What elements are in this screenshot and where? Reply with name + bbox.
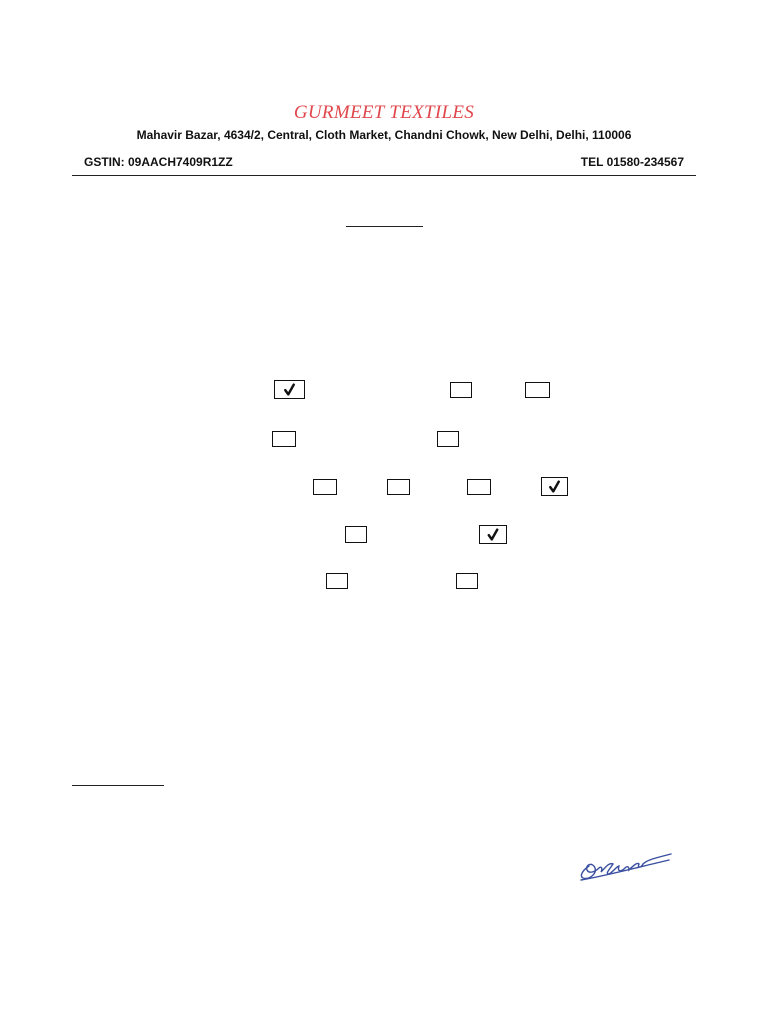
check-icon xyxy=(480,526,506,543)
checkbox-row5-a[interactable] xyxy=(326,573,348,589)
header-divider xyxy=(72,175,696,176)
checkbox-row2-b[interactable] xyxy=(437,431,459,447)
checkbox-row3-b[interactable] xyxy=(387,479,410,495)
checkbox-row4-b[interactable] xyxy=(479,525,507,544)
company-name: GURMEET TEXTILES xyxy=(293,102,475,123)
signature-image xyxy=(575,844,675,884)
document-title-underline xyxy=(346,226,423,227)
check-icon xyxy=(542,478,567,495)
telephone-number: TEL 01580-234567 xyxy=(580,155,684,169)
checkbox-row1-c[interactable] xyxy=(525,382,550,398)
checkbox-row3-a[interactable] xyxy=(313,479,337,495)
checkbox-row3-d[interactable] xyxy=(541,477,568,496)
checkbox-row2-a[interactable] xyxy=(272,431,296,447)
check-icon xyxy=(275,381,304,398)
checkbox-row1-b[interactable] xyxy=(450,382,472,398)
checkbox-row4-a[interactable] xyxy=(345,526,367,543)
checkbox-row3-c[interactable] xyxy=(467,479,491,495)
checkbox-row1-a[interactable] xyxy=(274,380,305,399)
gstin-number: GSTIN: 09AACH7409R1ZZ xyxy=(84,155,233,169)
company-address: Mahavir Bazar, 4634/2, Central, Cloth Market, Chandni Chowk, New Delhi, Delhi, 110006 xyxy=(136,128,632,142)
checkbox-row5-b[interactable] xyxy=(456,573,478,589)
letterhead xyxy=(72,92,696,176)
section-heading-underline xyxy=(72,785,164,786)
